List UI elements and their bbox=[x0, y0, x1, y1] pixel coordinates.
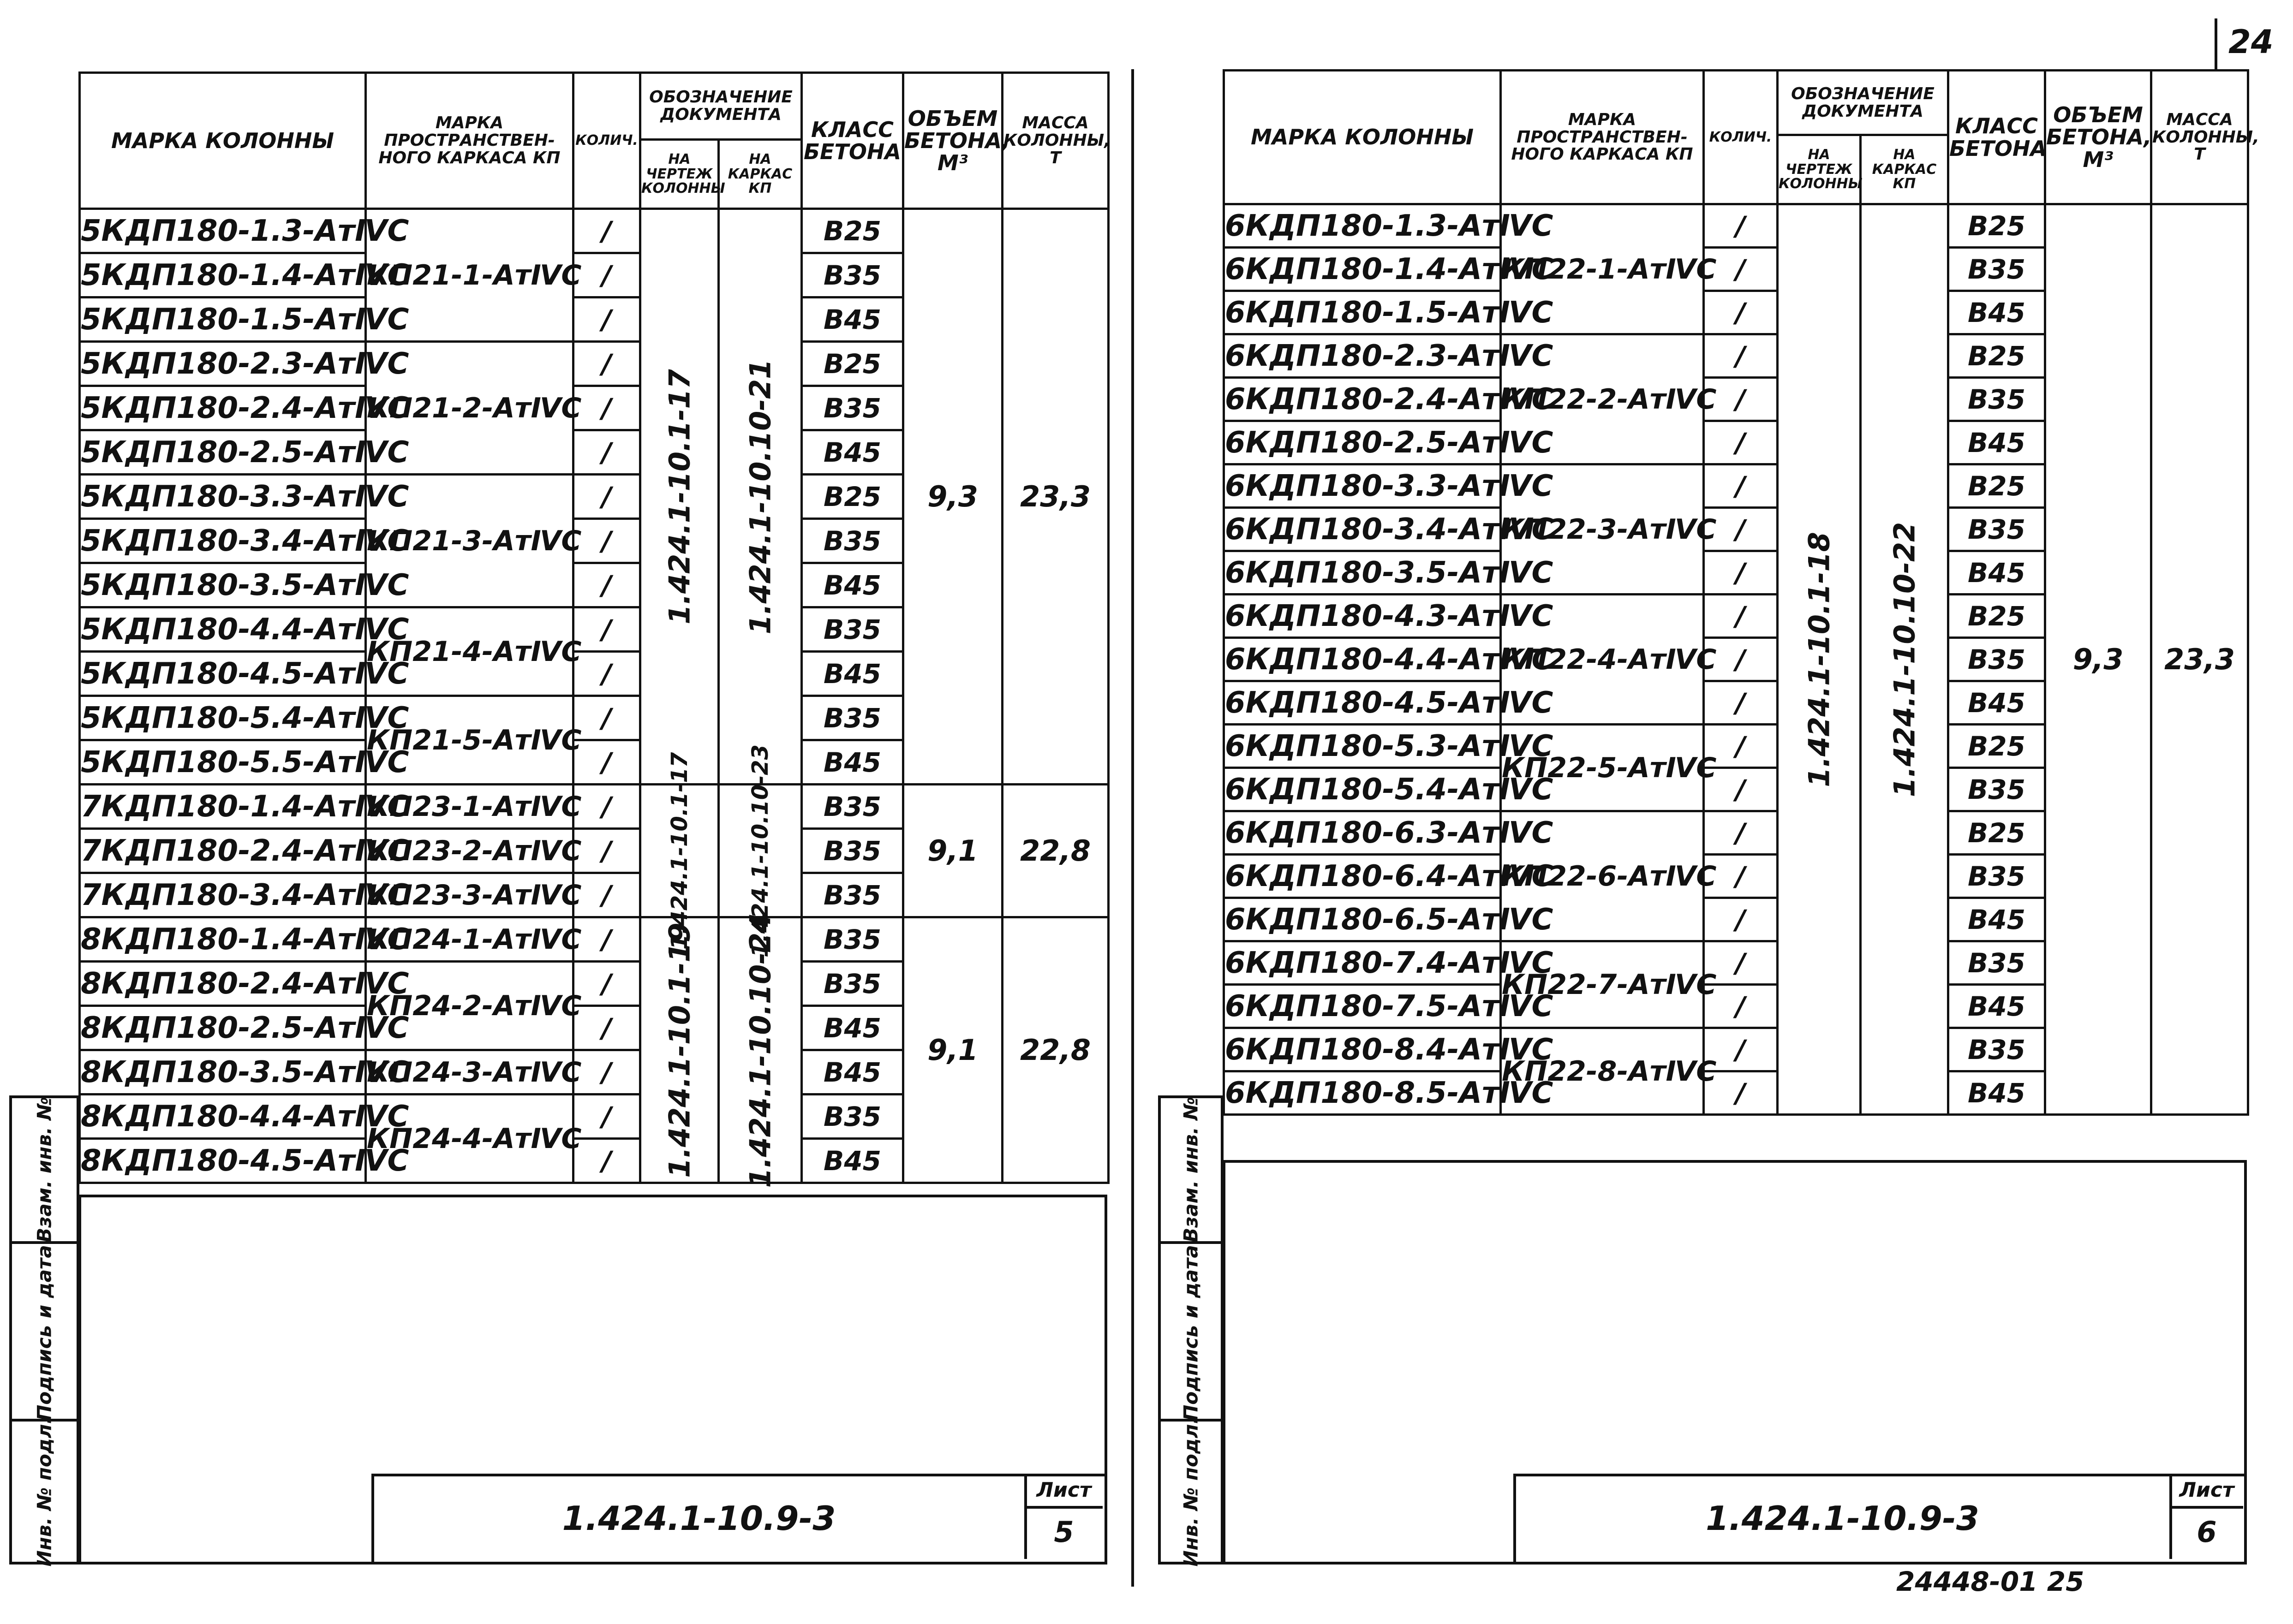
row-qty: / bbox=[1704, 725, 1778, 768]
right-stamp-divider-h bbox=[2169, 1506, 2243, 1509]
row-qty: / bbox=[1704, 941, 1778, 985]
page-number: 24 bbox=[2228, 23, 2274, 61]
volume-value: 9,3 bbox=[2045, 204, 2151, 1115]
hdr-doc-frame: НА КАРКАС КП bbox=[1861, 135, 1948, 204]
row-qty: / bbox=[1704, 681, 1778, 725]
row-mark: 8КДП180-1.4-АтⅣС bbox=[80, 917, 366, 962]
row-qty: / bbox=[1704, 638, 1778, 681]
row-qty: / bbox=[573, 430, 640, 475]
row-mark: 6КДП180-2.4-АтⅣС bbox=[1224, 378, 1501, 421]
hdr-concrete-volume: ОБЪЕМ БЕТОНА, М³ bbox=[2045, 71, 2151, 204]
frame-mark: КП24-3-АтⅣС bbox=[366, 1050, 573, 1095]
hdr-quantity: КОЛИЧ. bbox=[1704, 71, 1778, 204]
row-qty: / bbox=[573, 917, 640, 962]
sheet-left bbox=[0, 0, 1126, 1624]
row-class: В35 bbox=[802, 785, 903, 829]
side-text-inv-orig: Инв. № подл. bbox=[33, 1416, 56, 1567]
row-mark: 8КДП180-2.4-АтⅣС bbox=[80, 962, 366, 1006]
row-qty: / bbox=[573, 1095, 640, 1139]
row-class: В35 bbox=[802, 253, 903, 297]
row-qty: / bbox=[573, 1139, 640, 1183]
row-mark: 5КДП180-4.5-АтⅣС bbox=[80, 652, 366, 696]
row-qty: / bbox=[573, 607, 640, 652]
left-sheet-number: 5 bbox=[1054, 1515, 1074, 1549]
row-class: В45 bbox=[802, 1006, 903, 1050]
row-qty: / bbox=[573, 740, 640, 785]
row-class: В45 bbox=[802, 430, 903, 475]
frame-mark: КП22-6-АтⅣС bbox=[1501, 811, 1704, 941]
side-text-repl-inv: Взам. инв. № bbox=[1179, 1097, 1202, 1243]
row-mark: 5КДП180-2.4-АтⅣС bbox=[80, 386, 366, 430]
row-class: В45 bbox=[1948, 1071, 2045, 1115]
row-class: В35 bbox=[802, 607, 903, 652]
row-class: В35 bbox=[802, 829, 903, 873]
mass-value: 22,8 bbox=[1003, 785, 1109, 917]
row-qty: / bbox=[573, 386, 640, 430]
row-qty: / bbox=[573, 475, 640, 519]
row-mark: 6КДП180-6.4-АтⅣС bbox=[1224, 855, 1501, 898]
left-stamp-code: 1.424.1-10.9-3 bbox=[562, 1499, 836, 1538]
doc-column-code: 1.424.1-10.1-17 bbox=[663, 369, 696, 625]
row-mark: 5КДП180-3.5-АтⅣС bbox=[80, 563, 366, 607]
frame-mark: КП23-2-АтⅣС bbox=[366, 829, 573, 873]
row-qty: / bbox=[1704, 768, 1778, 811]
volume-value: 9,1 bbox=[903, 785, 1003, 917]
hdr-doc-frame: НА КАРКАС КП bbox=[719, 140, 802, 209]
left-stamp-divider-h bbox=[1024, 1506, 1103, 1509]
right-sheet-label: Лист bbox=[2179, 1478, 2234, 1502]
doc-column-code: 1.424.1-10.1-18 bbox=[1802, 531, 1836, 787]
side-cell-sign-date bbox=[1161, 1241, 1221, 1422]
hdr-concrete-class: КЛАСС БЕТОНА bbox=[802, 73, 903, 209]
row-class: В45 bbox=[802, 563, 903, 607]
row-mark: 5КДП180-3.3-АтⅣС bbox=[80, 475, 366, 519]
row-mark: 6КДП180-8.5-АтⅣС bbox=[1224, 1071, 1501, 1115]
frame-mark: КП24-2-АтⅣС bbox=[366, 962, 573, 1050]
volume-value: 9,1 bbox=[903, 917, 1003, 1183]
frame-mark: КП22-1-АтⅣС bbox=[1501, 204, 1704, 334]
row-qty: / bbox=[573, 253, 640, 297]
archive-number: 24448-01 25 bbox=[1896, 1566, 2084, 1597]
row-qty: / bbox=[1704, 898, 1778, 941]
hdr-quantity: КОЛИЧ. bbox=[573, 73, 640, 209]
frame-mark: КП21-1-АтⅣС bbox=[366, 209, 573, 342]
hdr-column-mass: МАССА КОЛОННЫ, Т bbox=[2151, 71, 2248, 204]
frame-mark: КП22-2-АтⅣС bbox=[1501, 334, 1704, 464]
doc-frame-code: 1.424.1-10.10-22 bbox=[1887, 522, 1921, 797]
row-mark: 6КДП180-1.5-АтⅣС bbox=[1224, 291, 1501, 334]
doc-column-code: 1.424.1-10.1-17 bbox=[666, 752, 693, 950]
doc-frame-cell bbox=[1861, 204, 1948, 1115]
side-cell-inv-orig bbox=[1161, 1416, 1221, 1567]
left-sheet-label: Лист bbox=[1036, 1478, 1092, 1502]
side-text-repl-inv: Взам. инв. № bbox=[33, 1097, 56, 1243]
row-class: В35 bbox=[1948, 378, 2045, 421]
row-class: В45 bbox=[802, 297, 903, 342]
row-mark: 6КДП180-2.5-АтⅣС bbox=[1224, 421, 1501, 464]
frame-mark: КП22-8-АтⅣС bbox=[1501, 1028, 1704, 1115]
row-class: В35 bbox=[802, 386, 903, 430]
frame-mark: КП22-3-АтⅣС bbox=[1501, 464, 1704, 595]
row-mark: 6КДП180-4.5-АтⅣС bbox=[1224, 681, 1501, 725]
row-class: В35 bbox=[1948, 248, 2045, 291]
side-cell-repl-inv bbox=[1161, 1098, 1221, 1241]
frame-mark: КП22-7-АтⅣС bbox=[1501, 941, 1704, 1028]
doc-frame-cell bbox=[719, 912, 802, 1188]
frame-mark: КП21-3-АтⅣС bbox=[366, 475, 573, 607]
row-class: В35 bbox=[802, 696, 903, 740]
row-mark: 6КДП180-3.3-АтⅣС bbox=[1224, 464, 1501, 508]
row-mark: 8КДП180-4.4-АтⅣС bbox=[80, 1095, 366, 1139]
volume-value: 9,3 bbox=[903, 209, 1003, 785]
row-class: В45 bbox=[802, 740, 903, 785]
row-class: В35 bbox=[802, 917, 903, 962]
hdr-column-mark: МАРКА КОЛОННЫ bbox=[1224, 71, 1501, 204]
row-mark: 6КДП180-4.3-АтⅣС bbox=[1224, 595, 1501, 638]
side-text-inv-orig: Инв. № подл. bbox=[1179, 1416, 1202, 1567]
row-class: В35 bbox=[1948, 508, 2045, 551]
right-sheet-number: 6 bbox=[2197, 1515, 2217, 1549]
row-class: В45 bbox=[802, 652, 903, 696]
doc-frame-cell bbox=[719, 209, 802, 785]
row-class: В25 bbox=[1948, 204, 2045, 248]
row-qty: / bbox=[573, 342, 640, 386]
row-qty: / bbox=[1704, 421, 1778, 464]
row-mark: 6КДП180-7.4-АтⅣС bbox=[1224, 941, 1501, 985]
frame-mark: КП24-1-АтⅣС bbox=[366, 917, 573, 962]
frame-mark: КП24-4-АтⅣС bbox=[366, 1095, 573, 1183]
row-mark: 6КДП180-5.3-АтⅣС bbox=[1224, 725, 1501, 768]
frame-mark: КП22-4-АтⅣС bbox=[1501, 595, 1704, 725]
row-qty: / bbox=[573, 962, 640, 1006]
row-mark: 6КДП180-1.3-АтⅣС bbox=[1224, 204, 1501, 248]
row-class: В35 bbox=[1948, 855, 2045, 898]
row-class: В25 bbox=[1948, 811, 2045, 855]
hdr-column-mark: МАРКА КОЛОННЫ bbox=[80, 73, 366, 209]
doc-frame-cell bbox=[719, 744, 802, 958]
row-qty: / bbox=[1704, 595, 1778, 638]
row-mark: 8КДП180-3.5-АтⅣС bbox=[80, 1050, 366, 1095]
frame-mark: КП21-5-АтⅣС bbox=[366, 696, 573, 785]
row-qty: / bbox=[1704, 378, 1778, 421]
row-class: В45 bbox=[1948, 551, 2045, 595]
row-qty: / bbox=[1704, 551, 1778, 595]
hdr-concrete-volume: ОБЪЕМ БЕТОНА, М³ bbox=[903, 73, 1003, 209]
row-mark: 5КДП180-5.5-АтⅣС bbox=[80, 740, 366, 785]
right-stamp-code: 1.424.1-10.9-3 bbox=[1706, 1499, 1979, 1538]
row-mark: 6КДП180-5.4-АтⅣС bbox=[1224, 768, 1501, 811]
row-qty: / bbox=[1704, 985, 1778, 1028]
row-class: В45 bbox=[1948, 421, 2045, 464]
doc-column-cell bbox=[1778, 204, 1861, 1115]
frame-mark: КП22-5-АтⅣС bbox=[1501, 725, 1704, 811]
row-mark: 7КДП180-1.4-АтⅣС bbox=[80, 785, 366, 829]
row-mark: 5КДП180-1.4-АтⅣС bbox=[80, 253, 366, 297]
side-cell-sign-date bbox=[12, 1241, 77, 1422]
row-qty: / bbox=[1704, 811, 1778, 855]
row-qty: / bbox=[1704, 464, 1778, 508]
row-qty: / bbox=[573, 563, 640, 607]
doc-column-cell bbox=[640, 752, 719, 950]
frame-mark: КП23-3-АтⅣС bbox=[366, 873, 573, 917]
hdr-doc-column-drawing: НА ЧЕРТЕЖ КОЛОННЫ bbox=[1778, 135, 1861, 204]
row-class: В45 bbox=[802, 1139, 903, 1183]
row-qty: / bbox=[573, 696, 640, 740]
row-qty: / bbox=[1704, 334, 1778, 378]
row-class: В35 bbox=[802, 1095, 903, 1139]
hdr-doc-designation: ОБОЗНАЧЕНИЕ ДОКУМЕНТА bbox=[640, 73, 802, 140]
row-class: В25 bbox=[802, 475, 903, 519]
row-qty: / bbox=[573, 297, 640, 342]
row-qty: / bbox=[573, 652, 640, 696]
row-qty: / bbox=[1704, 291, 1778, 334]
row-mark: 8КДП180-4.5-АтⅣС bbox=[80, 1139, 366, 1183]
right-spec-table bbox=[1223, 69, 2259, 1116]
side-text-sign-date: Подпись и дата bbox=[33, 1244, 56, 1421]
row-class: В45 bbox=[1948, 898, 2045, 941]
row-class: В35 bbox=[1948, 1028, 2045, 1071]
row-qty: / bbox=[573, 1006, 640, 1050]
frame-mark: КП21-4-АтⅣС bbox=[366, 607, 573, 696]
row-qty: / bbox=[573, 209, 640, 253]
row-mark: 6КДП180-3.4-АтⅣС bbox=[1224, 508, 1501, 551]
doc-column-code: 1.424.1-10.1-19 bbox=[663, 922, 696, 1178]
row-mark: 5КДП180-1.5-АтⅣС bbox=[80, 297, 366, 342]
row-qty: / bbox=[1704, 1071, 1778, 1115]
row-mark: 5КДП180-2.5-АтⅣС bbox=[80, 430, 366, 475]
row-class: В45 bbox=[1948, 291, 2045, 334]
row-mark: 7КДП180-2.4-АтⅣС bbox=[80, 829, 366, 873]
side-cell-repl-inv bbox=[12, 1098, 77, 1241]
right-side-strip bbox=[1158, 1095, 1224, 1565]
row-mark: 6КДП180-3.5-АтⅣС bbox=[1224, 551, 1501, 595]
row-qty: / bbox=[1704, 855, 1778, 898]
row-qty: / bbox=[1704, 248, 1778, 291]
left-side-strip bbox=[9, 1095, 79, 1565]
row-class: В35 bbox=[1948, 638, 2045, 681]
row-qty: / bbox=[1704, 508, 1778, 551]
row-class: В35 bbox=[802, 519, 903, 563]
row-class: В45 bbox=[802, 1050, 903, 1095]
row-class: В25 bbox=[802, 342, 903, 386]
row-mark: 6КДП180-6.5-АтⅣС bbox=[1224, 898, 1501, 941]
row-class: В35 bbox=[802, 962, 903, 1006]
row-mark: 6КДП180-6.3-АтⅣС bbox=[1224, 811, 1501, 855]
hdr-doc-designation: ОБОЗНАЧЕНИЕ ДОКУМЕНТА bbox=[1778, 71, 1948, 135]
row-qty: / bbox=[573, 873, 640, 917]
hdr-frame-mark: МАРКА ПРОСТРАНСТВЕН-НОГО КАРКАСА КП bbox=[366, 73, 573, 209]
row-mark: 5КДП180-1.3-АтⅣС bbox=[80, 209, 366, 253]
row-mark: 5КДП180-4.4-АтⅣС bbox=[80, 607, 366, 652]
hdr-column-mass: МАССА КОЛОННЫ, Т bbox=[1003, 73, 1109, 209]
mass-value: 23,3 bbox=[2151, 204, 2248, 1115]
row-mark: 5КДП180-2.3-АтⅣС bbox=[80, 342, 366, 386]
row-mark: 8КДП180-2.5-АтⅣС bbox=[80, 1006, 366, 1050]
side-text-sign-date: Подпись и дата bbox=[1179, 1244, 1202, 1421]
row-class: В25 bbox=[1948, 464, 2045, 508]
row-mark: 6КДП180-8.4-АтⅣС bbox=[1224, 1028, 1501, 1071]
row-class: В35 bbox=[1948, 768, 2045, 811]
row-qty: / bbox=[1704, 1028, 1778, 1071]
row-class: В45 bbox=[1948, 985, 2045, 1028]
row-class: В25 bbox=[1948, 725, 2045, 768]
row-class: В35 bbox=[1948, 941, 2045, 985]
frame-mark: КП23-1-АтⅣС bbox=[366, 785, 573, 829]
row-qty: / bbox=[1704, 204, 1778, 248]
left-spec-table bbox=[78, 71, 1111, 1188]
row-mark: 6КДП180-2.3-АтⅣС bbox=[1224, 334, 1501, 378]
row-qty: / bbox=[573, 519, 640, 563]
row-mark: 7КДП180-3.4-АтⅣС bbox=[80, 873, 366, 917]
mass-value: 23,3 bbox=[1003, 209, 1109, 785]
row-class: В25 bbox=[1948, 595, 2045, 638]
side-cell-inv-orig bbox=[12, 1416, 77, 1567]
row-mark: 6КДП180-7.5-АтⅣС bbox=[1224, 985, 1501, 1028]
row-qty: / bbox=[573, 785, 640, 829]
row-mark: 6КДП180-4.4-АтⅣС bbox=[1224, 638, 1501, 681]
doc-frame-code: 1.424.1-10.10-24 bbox=[743, 912, 777, 1188]
row-mark: 5КДП180-3.4-АтⅣС bbox=[80, 519, 366, 563]
row-qty: / bbox=[573, 1050, 640, 1095]
row-class: В25 bbox=[802, 209, 903, 253]
sheet-right bbox=[1149, 0, 2293, 1624]
hdr-frame-mark: МАРКА ПРОСТРАНСТВЕН-НОГО КАРКАСА КП bbox=[1501, 71, 1704, 204]
doc-frame-code: 1.424.1-10.10-21 bbox=[743, 359, 777, 634]
doc-frame-code: 1.424.1-10.10-23 bbox=[747, 744, 773, 958]
hdr-concrete-class: КЛАСС БЕТОНА bbox=[1948, 71, 2045, 204]
sheet-spine bbox=[1131, 69, 1134, 1587]
row-mark: 5КДП180-5.4-АтⅣС bbox=[80, 696, 366, 740]
doc-column-cell bbox=[640, 917, 719, 1183]
row-class: В25 bbox=[1948, 334, 2045, 378]
hdr-doc-column-drawing: НА ЧЕРТЕЖ КОЛОННЫ bbox=[640, 140, 719, 209]
doc-column-cell bbox=[640, 209, 719, 785]
mass-value: 22,8 bbox=[1003, 917, 1109, 1183]
row-class: В45 bbox=[1948, 681, 2045, 725]
row-mark: 6КДП180-1.4-АтⅣС bbox=[1224, 248, 1501, 291]
row-qty: / bbox=[573, 829, 640, 873]
frame-mark: КП21-2-АтⅣС bbox=[366, 342, 573, 475]
row-class: В35 bbox=[802, 873, 903, 917]
